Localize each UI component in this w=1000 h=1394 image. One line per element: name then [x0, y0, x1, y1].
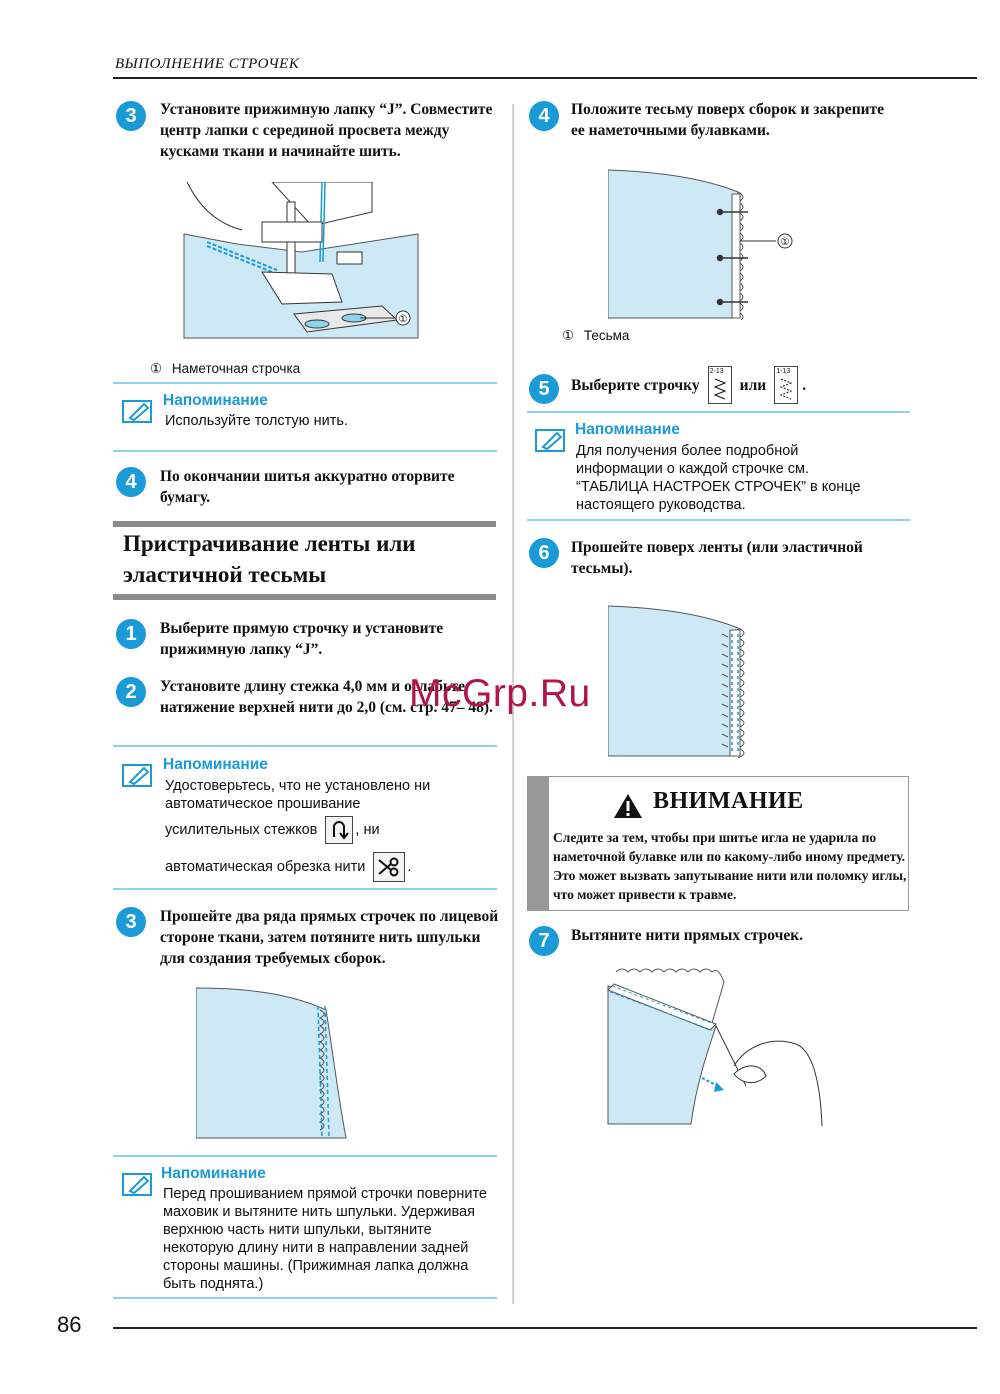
- memo-line-cutter: [165, 852, 411, 882]
- tape-pins-illustration: [608, 168, 808, 320]
- warning-icon: [613, 793, 643, 819]
- step-5-or: или: [739, 376, 767, 394]
- step-badge-2: 2: [116, 677, 146, 707]
- stitch-2-13-icon: [708, 366, 732, 404]
- memo-title: Напоминание: [163, 392, 268, 409]
- memo-title: Напоминание: [161, 1165, 266, 1182]
- step-2-text: Установите длину стежка 4,0 мм и ослабьте натяжение верхней нити до 2,0 (см. стр. 47– 48).: [160, 678, 493, 716]
- step-4-text: По окончании шитья аккуратно оторвите бумагу.: [160, 468, 455, 506]
- memo-line: автоматическая обрезка нити: [165, 859, 366, 875]
- memo-rule-bottom: [527, 519, 910, 521]
- memo-text: Используйте толстую нить.: [165, 413, 348, 429]
- gathered-fabric-illustration: [196, 986, 356, 1140]
- memo-icon: [122, 1171, 154, 1197]
- footer-rule: [113, 1327, 977, 1329]
- memo-rule-top: [527, 411, 910, 413]
- page-number: 86: [57, 1312, 82, 1337]
- memo-rule-top: [113, 1155, 497, 1157]
- step-4b-text: Положите тесьму поверх сборок и закрепите ее наметочными булавками.: [571, 101, 885, 139]
- caption-num: ①: [150, 361, 163, 376]
- figure-caption: [150, 361, 300, 377]
- memo-rule-bottom: [113, 450, 497, 452]
- memo-rule-top: [113, 745, 497, 747]
- presser-foot-illustration: [182, 182, 422, 342]
- step-3b-text: Прошейте два ряда прямых строчек по лицевой стороне ткани, затем потяните нить шпульки для создания требуемых сборок.: [160, 908, 499, 967]
- pull-threads-illustration: [606, 966, 826, 1126]
- memo-title: Напоминание: [163, 756, 268, 773]
- step-badge-3: 3: [116, 101, 146, 131]
- figure-caption: [562, 328, 629, 344]
- sewn-tape-illustration: [608, 604, 768, 758]
- memo-icon: [122, 762, 154, 788]
- step-5-text: [571, 365, 806, 405]
- step-badge-4: 4: [116, 467, 146, 497]
- memo-text: Для получения более подробной информации о каждой строчке см. “ТАБЛИЦА НАСТРОЕК СТРОЧЕК” в конце настоящего руководства.: [576, 443, 861, 513]
- thread-cutter-icon: [373, 852, 405, 882]
- memo-line-end: , ни: [355, 822, 380, 838]
- section-rule-top: [113, 521, 496, 527]
- watermark: McGrp.Ru: [409, 672, 591, 715]
- stitch-1-13-icon: [774, 366, 798, 404]
- step-3-text: Установите прижимную лапку “J”. Совместите центр лапки с серединой просвета между кусками ткани и начинайте шить.: [160, 101, 493, 160]
- step-badge-3: 3: [116, 907, 146, 937]
- memo-title: Напоминание: [575, 421, 680, 438]
- step-6-text: Прошейте поверх ленты (или эластичной тесьмы).: [571, 539, 863, 577]
- step-5-end: .: [802, 376, 807, 394]
- header-rule: [113, 77, 977, 79]
- step-badge-6: 6: [529, 538, 559, 568]
- memo-line: автоматическое прошивание: [165, 796, 361, 812]
- caption-num: ①: [562, 328, 575, 343]
- memo-line: Удостоверьтесь, что не установлено ни: [165, 778, 431, 794]
- step-1-text: Выберите прямую строчку и установите прижимную лапку “J”.: [160, 620, 444, 658]
- warning-title: ВНИМАНИЕ: [653, 788, 804, 814]
- section-title-line1: Пристрачивание ленты или: [123, 531, 416, 556]
- running-header: ВЫПОЛНЕНИЕ СТРОЧЕК: [115, 56, 300, 72]
- caption-text: Наметочная строчка: [171, 361, 301, 376]
- step-badge-5: 5: [529, 374, 559, 404]
- memo-line: усилительных стежков: [165, 822, 318, 838]
- memo-icon: [122, 398, 154, 424]
- warning-text: Следите за тем, чтобы при шитье игла не ударила по наметочной булавке или по какому-либо иному предмету. Это может вызвать запутывание нити или поломку иглы, что может привести к травме.: [553, 830, 907, 902]
- caption-text: Тесьма: [583, 328, 630, 343]
- section-title-line2: эластичной тесьмы: [123, 562, 327, 587]
- section-title: [123, 528, 415, 590]
- warning-bar: [527, 776, 549, 911]
- step-badge-1: 1: [116, 619, 146, 649]
- memo-line-reinforce: [165, 816, 380, 844]
- stitch-code: 2-13: [709, 368, 724, 375]
- step-badge-4: 4: [529, 101, 559, 131]
- memo-line-end: .: [407, 859, 412, 875]
- step-badge-7: 7: [529, 926, 559, 956]
- memo-text: Перед прошиванием прямой строчки поверните маховик и вытяните нить шпульки. Удерживая верхнюю часть нити шпульки, вытяните некоторую длину нити в направлении задней стороны машины. (Прижимная лапка должна быть поднята.): [163, 1186, 487, 1292]
- memo-text: [165, 777, 485, 813]
- section-rule-bottom: [113, 594, 496, 600]
- memo-icon: [535, 427, 567, 453]
- step-5-label: Выберите строчку: [571, 376, 700, 394]
- callout-1: ①: [780, 237, 790, 248]
- memo-rule-bottom: [113, 1297, 497, 1299]
- callout-1: ①: [398, 314, 408, 325]
- memo-rule-top: [113, 382, 497, 384]
- stitch-code: 1-13: [776, 368, 791, 375]
- reinforcement-stitch-icon: [325, 816, 353, 844]
- memo-rule-bottom: [113, 888, 497, 890]
- step-7-text: Вытяните нити прямых строчек.: [571, 927, 804, 944]
